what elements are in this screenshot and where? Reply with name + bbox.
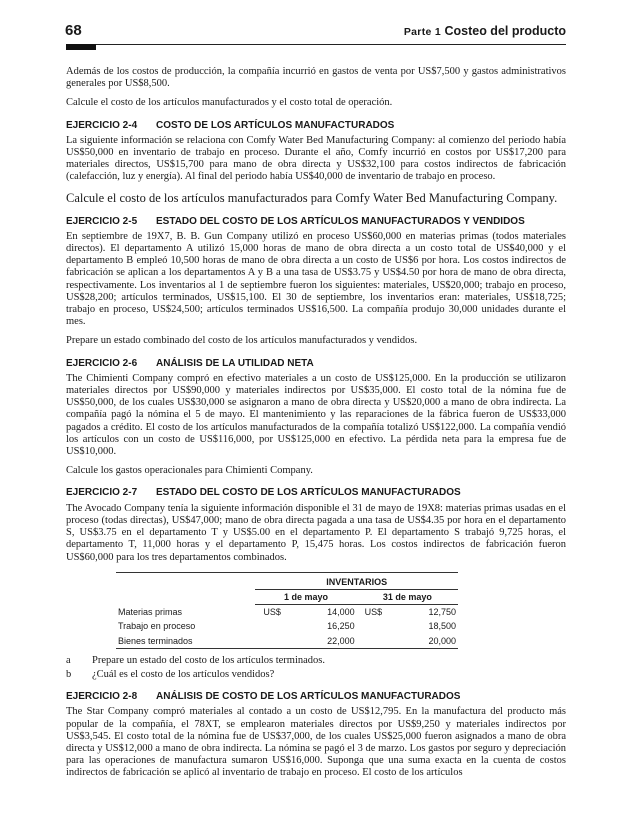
row-label: Trabajo en proceso	[118, 621, 196, 632]
table-row	[116, 605, 458, 620]
question-item	[66, 669, 566, 681]
exercise-paragraph: En septiembre de 19X7, B. B. Gun Company utilizó en proceso US$60,000 en materias primas (todos materiales directos). El departamento A utilizó 15,000 horas de mano de obra directa a un costo total de US$40,000 y el departamento B empleó 10,500 horas de mano de obra directa a un costo de US$6 por hora. Los costos indirectos de fabricación se aplican a los departamentos A y B a una tasa de US$3.75 y US$4.50 por hora de mano de obra directa, respectivamente. Los inventarios al 1 de septiembre fueron los siguientes: materiales, US$20,000; trabajo en proceso, US$28,200; artículos terminados, US$15,100. El 30 de septiembre, los inventarios eran: materiales, US$18,725; trabajo en proceso, US$24,500; artículos terminados US$16,500. La compañía produjo 30,000 unidades durante el mes.	[66, 230, 566, 328]
exercise-instruction: Calcule los gastos operacionales para Chimienti Company.	[66, 465, 313, 477]
cell-value: 14,000	[327, 607, 355, 618]
exercise-instruction: Prepare un estado combinado del costo de los artículos manufacturados y vendidos.	[66, 335, 418, 347]
exercise-number: EJERCICIO 2-5	[66, 215, 138, 227]
page-header	[66, 22, 566, 44]
header-rule	[66, 44, 566, 45]
exercise-paragraph: The Star Company compró materiales al contado a un costo de US$12,795. En la manufactura del producto más popular de la compañía, el 78XT, se emplearon materiales directos por US$9,250 y materiales indirectos por US$3,545. El costo total de la nómina fue de US$37,000, de los cuales US$25,000 fueron asignados a mano de obra directa y US$12,000 a mano de obra indirecta. La nómina se pagó el 3 de marzo. Los gastos por seguro y depreciación para las operaciones de manufactura sumaron US$16,000. Suponga que una suma exacta en la cuenta de costos indirectos de fabricación se aplicó al inventario de trabajo en proceso. El costo de los artículos	[66, 706, 566, 779]
currency-blank	[357, 619, 404, 633]
table-row	[116, 619, 458, 633]
question-text: ¿Cuál es el costo de los artículos vendidos?	[92, 668, 275, 680]
exercise-title: ANÁLISIS DE LA UTILIDAD NETA	[156, 357, 314, 369]
inventory-table-title: INVENTARIOS	[255, 572, 458, 589]
column-header: 31 de mayo	[357, 589, 458, 604]
exercise-title: ANÁLISIS DE COSTO DE LOS ARTÍCULOS MANUFACTURADOS	[156, 691, 461, 703]
question-item	[66, 655, 566, 667]
exercise-heading	[66, 120, 566, 132]
page-number: 68	[65, 22, 82, 39]
currency-blank	[255, 619, 302, 633]
table-corner	[116, 589, 255, 604]
question-label: a	[66, 654, 71, 666]
currency-label: US$	[364, 607, 383, 618]
question-label: b	[66, 668, 72, 680]
inventory-table	[116, 572, 458, 649]
question-text: Prepare un estado del costo de los artículos terminados.	[92, 654, 325, 666]
exercise-instruction: Calcule el costo de los artículos manufacturados para Comfy Water Bed Manufacturing Company.	[66, 190, 558, 205]
row-label: Materias primas	[118, 606, 183, 617]
exercise-number: EJERCICIO 2-7	[66, 487, 138, 499]
header-tab-mark	[66, 44, 96, 50]
column-header: 1 de mayo	[255, 589, 356, 604]
cell-value: 20,000	[404, 634, 458, 649]
running-head	[404, 24, 566, 38]
exercise-heading	[66, 691, 566, 703]
cell-value: 16,250	[327, 621, 355, 632]
cell-value: 12,750	[428, 607, 456, 618]
exercise-paragraph: La siguiente información se relaciona con Comfy Water Bed Manufacturing Company: al comienzo del periodo había US$50,000 en inventario de trabajo en proceso. Durante el año, Comfy incurrió en costos por US$17,200 para materiales directos, US$15,700 para mano de obra directa y US$32,100 para costos indirectos de fabricación (calefacción, luz y energía). Al final del periodo había US$40,000 de inventario de trabajo en proceso.	[66, 134, 566, 183]
exercise-heading	[66, 358, 566, 370]
intro-paragraph: Además de los costos de producción, la compañía incurrió en gastos de venta por US$7,500 y gastos administrativos generales por US$8,500.	[66, 66, 566, 90]
currency-blank	[255, 634, 302, 649]
currency-blank	[357, 634, 404, 649]
exercise-title: ESTADO DEL COSTO DE LOS ARTÍCULOS MANUFACTURADOS	[156, 487, 461, 499]
cell-value: 22,000	[303, 634, 357, 649]
exercise-number: EJERCICIO 2-4	[66, 119, 138, 131]
currency-label: US$	[263, 607, 281, 618]
row-label: Bienes terminados	[116, 634, 255, 649]
exercise-heading	[66, 487, 566, 499]
part-title: Costeo del producto	[444, 24, 566, 38]
cell-value: 18,500	[428, 621, 456, 632]
exercise-number: EJERCICIO 2-8	[66, 691, 138, 703]
page-body	[66, 66, 566, 787]
exercise-heading	[66, 216, 566, 228]
part-label: Parte 1	[403, 26, 441, 38]
table-row	[116, 634, 458, 649]
table-corner	[116, 572, 255, 589]
exercise-number: EJERCICIO 2-6	[66, 357, 138, 369]
intro-instruction: Calcule el costo de los artículos manufacturados y el costo total de operación.	[66, 97, 393, 109]
exercise-title: ESTADO DEL COSTO DE LOS ARTÍCULOS MANUFACTURADOS Y VENDIDOS	[156, 215, 525, 227]
exercise-paragraph: The Avocado Company tenía la siguiente información disponible el 31 de mayo de 19X8: materias primas usadas en el proceso (todas directas), US$47,000; mano de obra directa pagada a una tasa de US$4.35 por hora en el departamento S, US$3.75 en el departamento T y US$5.00 en el departamento P. El departamento S trabajó 9,725 horas, el departamento T, 11,000 horas y el departamento P, 15,475 horas. Los costos indirectos de fabricación fueron US$60,000 para los tres departamentos combinados.	[66, 502, 566, 563]
exercise-paragraph: The Chimienti Company compró en efectivo materiales a un costo de US$125,000. En la producción se utilizaron materiales directos por US$90,000 y materiales indirectos por US$35,000. El costo total de la nómina fue de US$50,000, de los cuales US$30,000 se asignaron a mano de obra directa y US$20,000 a mano de obra indirecta. La compañía pagó la nómina el 5 de mayo. El mantenimiento y las reparaciones de la fábrica fueron de US$33,000 pagados a crédito. El costo de los artículos manufacturados de la compañía totalizó US$122,000. La compañía vendió los artículos con un costo de US$116,000, por US$125,000 en efectivo. La pérdida neta para la empresa fue de US$10,000.	[66, 372, 566, 458]
exercise-title: COSTO DE LOS ARTÍCULOS MANUFACTURADOS	[156, 119, 395, 131]
